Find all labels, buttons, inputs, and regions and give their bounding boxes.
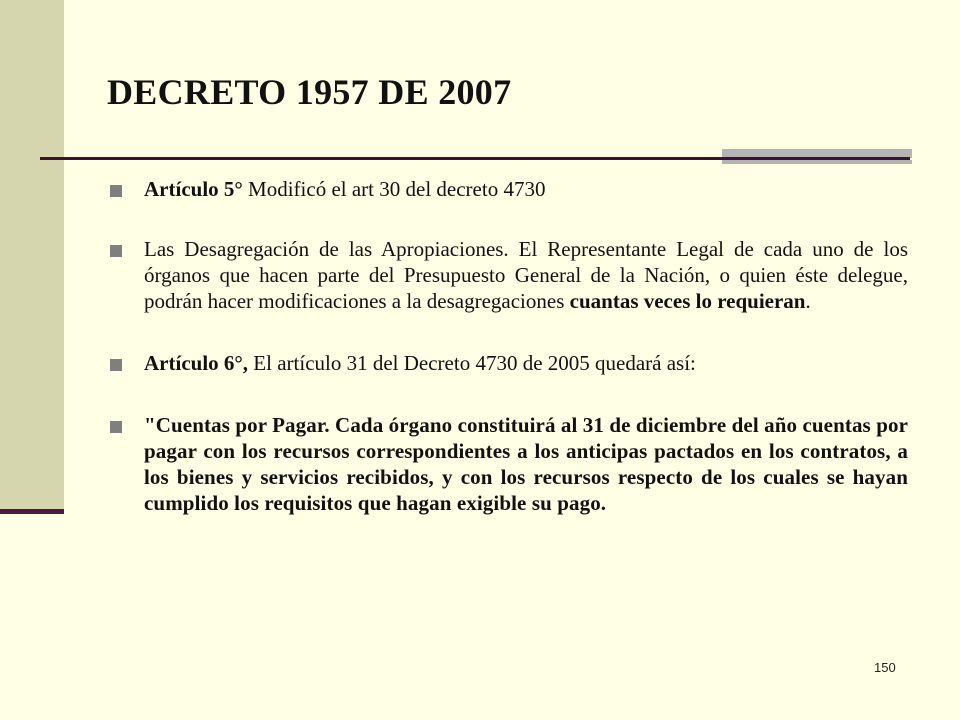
bullet-text: El artículo 31 del Decreto 4730 de 2005 quedará así: (248, 351, 696, 375)
bullet-item-desagregacion (108, 236, 908, 314)
left-accent-bar (0, 0, 64, 511)
bullet-text: Las Desagregación de las Apropiaciones. El Representante Legal de cada uno de los órganos que hacen parte del Presupuesto General de la Nación, o quien éste delegue, podrán hacer modificaciones a la desagregaciones (144, 237, 908, 313)
square-bullet-icon (110, 185, 122, 197)
left-accent-bar-edge (0, 509, 64, 514)
bullet-text-end: . (805, 289, 811, 313)
bullet-bold-label: Artículo 6°, (144, 351, 249, 375)
bullet-item-articulo-5 (108, 176, 908, 202)
bullet-item-articulo-6 (108, 350, 908, 376)
bullet-list (108, 176, 908, 550)
bullet-bold-label: Artículo 5° (144, 177, 243, 201)
bullet-item-cuentas-por-pagar (108, 412, 908, 516)
square-bullet-icon (110, 359, 122, 371)
page-number: 150 (874, 660, 896, 675)
title-rule-gray-bar-lower (722, 160, 912, 164)
bullet-text: Modificó el art 30 del decreto 4730 (242, 177, 546, 201)
square-bullet-icon (110, 421, 122, 433)
bullet-bold-paragraph: "Cuentas por Pagar. Cada órgano constituirá al 31 de diciembre del año cuentas por pagar con los recursos correspondientes a los anticipas pactados en los contratos, a los bienes y servicios recibidos, y con los recursos respecto de los cuales se hayan cumplido los requisitos que hagan exigible su pago. (144, 413, 908, 515)
bullet-bold-phrase: cuantas veces lo requieran (569, 289, 806, 313)
title-rule-line (40, 157, 910, 160)
square-bullet-icon (110, 245, 122, 257)
slide-title: DECRETO 1957 DE 2007 (107, 72, 512, 112)
